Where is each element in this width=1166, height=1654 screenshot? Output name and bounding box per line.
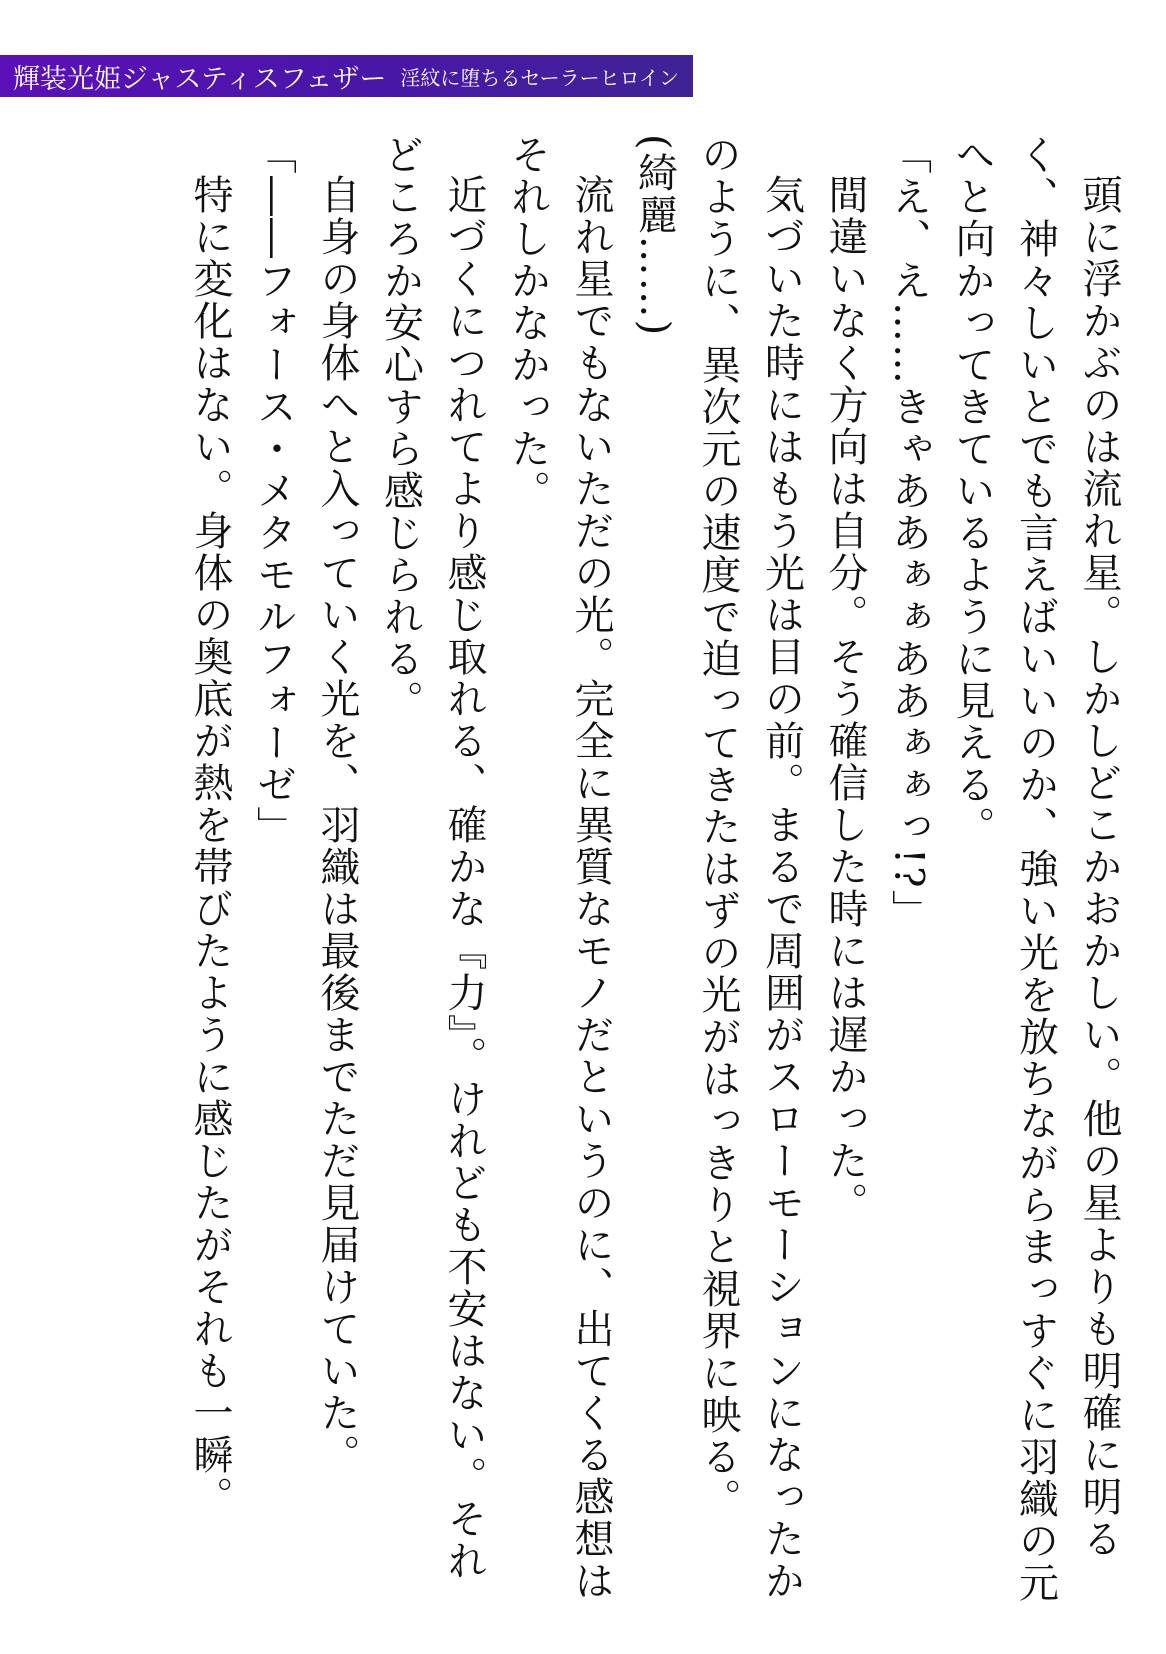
paragraph: 頭に浮かぶのは流れ星。しかしどこかおかしい。他の星よりも明確に明るく、神々しいとでも言えばいいのか、強い光を放ちながらまっすぐに羽織の元へと向かってきているように見える。 [949,134,1122,1604]
book-title: 輝装光姫ジャスティスフェザー [12,63,387,95]
paragraph: 特に変化はない。身体の奥底が熱を帯びたように感じたがそれも一瞬。 [187,174,233,1518]
paragraph: 気づいた時にはもう光は目の前。まるで周囲がスローモーションになったかのように、異次元の速度で迫ってきたはずの光がはっきりと視界に映る。 [695,134,805,1602]
paragraph: 「え、え……きゃああぁぁああぁぁっ!?」 [885,134,932,932]
vertical-text-body [55,134,1130,1614]
paragraph: 自身の身体へと入っていく光を、羽織は最後までただ見届けていた。 [314,174,360,1476]
book-subtitle: 淫紋に堕ちるセーラーヒロイン [400,65,679,90]
paragraph: 間違いなく方向は自分。そう確信した時には遅かった。 [822,174,868,1224]
paragraph: 近づくにつれてより感じ取れる、確かな『力』。けれども不安はない。それどころか安心すら感じられる。 [377,134,487,1582]
header-banner [0,55,693,97]
paragraph: 流れ星でもないただの光。完全に異質なモノだというのに、出てくる感想はそれしかなかった。 [504,134,614,1602]
paragraph: 「――フォース・メタモルフォーゼ」 [250,134,297,848]
paragraph: (綺麗……) [631,134,678,338]
